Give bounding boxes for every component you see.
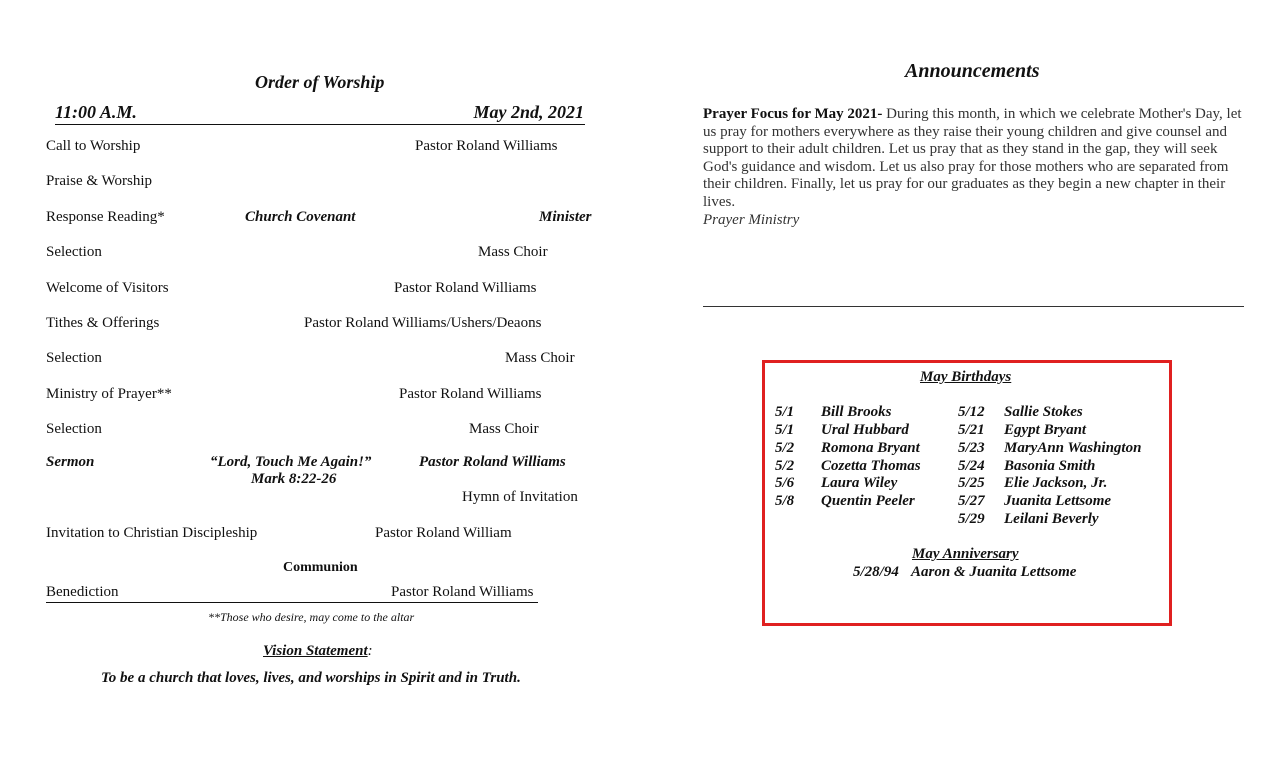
item-label: Selection bbox=[46, 350, 102, 366]
item-middle: Church Covenant bbox=[245, 209, 356, 225]
anniversary-names: Aaron & Juanita Lettsome bbox=[911, 564, 1077, 580]
birthday-name: Leilani Beverly bbox=[1004, 511, 1099, 527]
birthday-name: Juanita Lettsome bbox=[1004, 493, 1112, 509]
item-label: Ministry of Prayer** bbox=[46, 386, 172, 402]
item-leader: Pastor Roland Williams bbox=[394, 280, 537, 296]
birthday-name: Elie Jackson, Jr. bbox=[1004, 475, 1108, 491]
altar-note: **Those who desire, may come to the altar bbox=[208, 610, 415, 624]
item-leader: Minister bbox=[539, 209, 592, 225]
item-leader: Pastor Roland Williams/Ushers/Deaons bbox=[304, 315, 542, 331]
item-label: Invitation to Christian Discipleship bbox=[46, 525, 258, 541]
prayer-focus-body: During this month, in which we celebrate Mother's Day, let us pray for mothers everywhere as they raise their young children and give counsel and support to their adult children. Let us pray that as they stand in the gap, they will seek God's guidance and wisdom. Let us also pray for those mothers who are separated from their children. Finally, let us pray for our graduates as they begin a new chapter in their lives. bbox=[703, 106, 1242, 210]
birthday-box bbox=[762, 360, 1172, 626]
item-leader: Mass Choir bbox=[469, 421, 539, 437]
item-label: Communion bbox=[283, 560, 358, 575]
item-label: Hymn of Invitation bbox=[462, 489, 578, 505]
item-label: Tithes & Offerings bbox=[46, 315, 160, 331]
birthday-date: 5/23 bbox=[958, 440, 985, 456]
item-label: Selection bbox=[46, 421, 102, 437]
vision-text: To be a church that loves, lives, and worships in Spirit and in Truth. bbox=[101, 670, 521, 686]
item-label: Response Reading* bbox=[46, 209, 165, 225]
birthday-date: 5/27 bbox=[958, 493, 985, 509]
birthday-date: 5/8 bbox=[775, 493, 795, 509]
birthday-name: Basonia Smith bbox=[1004, 458, 1096, 474]
item-leader: Pastor Roland Williams bbox=[399, 386, 542, 402]
birthday-date: 5/1 bbox=[775, 422, 795, 438]
time-date-line bbox=[55, 102, 585, 125]
divider-rule bbox=[703, 306, 1244, 307]
prayer-signature: Prayer Ministry bbox=[703, 212, 800, 228]
birthday-date: 5/12 bbox=[958, 404, 985, 420]
birthday-name: Romona Bryant bbox=[821, 440, 920, 456]
item-leader: Pastor Roland Williams bbox=[419, 454, 566, 470]
item-leader: Mass Choir bbox=[478, 244, 548, 260]
birthday-name: Bill Brooks bbox=[821, 404, 892, 420]
birthdays-heading: May Birthdays bbox=[920, 369, 1012, 385]
service-time: 11:00 A.M. bbox=[55, 102, 137, 122]
item-label: Selection bbox=[46, 244, 102, 260]
birthday-name: Ural Hubbard bbox=[821, 422, 909, 438]
item-leader: Pastor Roland Williams bbox=[391, 584, 534, 600]
item-label: Praise & Worship bbox=[46, 173, 153, 189]
birthday-date: 5/25 bbox=[958, 475, 985, 491]
vision-colon: : bbox=[367, 643, 373, 659]
item-label: Welcome of Visitors bbox=[46, 280, 169, 296]
prayer-focus-lead: Prayer Focus for May 2021- bbox=[703, 106, 883, 122]
item-leader: Pastor Roland William bbox=[375, 525, 512, 541]
birthday-name: Sallie Stokes bbox=[1004, 404, 1083, 420]
birthday-date: 5/24 bbox=[958, 458, 985, 474]
birthday-date: 5/6 bbox=[775, 475, 795, 491]
item-leader: Mass Choir bbox=[505, 350, 575, 366]
birthday-name: Laura Wiley bbox=[821, 475, 898, 491]
item-label: Sermon bbox=[46, 454, 95, 470]
birthday-date: 5/1 bbox=[775, 404, 795, 420]
birthday-name: MaryAnn Washington bbox=[1004, 440, 1142, 456]
order-of-worship-title: Order of Worship bbox=[255, 72, 385, 92]
birthday-date: 5/2 bbox=[775, 458, 795, 474]
birthday-name: Cozetta Thomas bbox=[821, 458, 921, 474]
birthday-date: 5/2 bbox=[775, 440, 795, 456]
vision-heading: Vision Statement bbox=[263, 643, 368, 659]
service-date: May 2nd, 2021 bbox=[473, 102, 584, 122]
announcements-title: Announcements bbox=[905, 60, 1040, 82]
vision-heading-wrap bbox=[263, 643, 373, 660]
item-label: Call to Worship bbox=[46, 138, 141, 154]
birthday-date: 5/21 bbox=[958, 422, 985, 438]
birthday-name: Quentin Peeler bbox=[821, 493, 915, 509]
benediction-line bbox=[46, 584, 538, 603]
item-label: Benediction bbox=[46, 584, 119, 600]
anniversary-date: 5/28/94 bbox=[853, 564, 899, 580]
prayer-focus-paragraph bbox=[703, 106, 1243, 212]
item-leader: Pastor Roland Williams bbox=[415, 138, 558, 154]
sermon-title: “Lord, Touch Me Again!” bbox=[210, 454, 372, 470]
birthday-name: Egypt Bryant bbox=[1004, 422, 1087, 438]
anniversary-heading: May Anniversary bbox=[912, 546, 1019, 562]
sermon-scripture: Mark 8:22-26 bbox=[251, 471, 337, 487]
birthday-date: 5/29 bbox=[958, 511, 985, 527]
